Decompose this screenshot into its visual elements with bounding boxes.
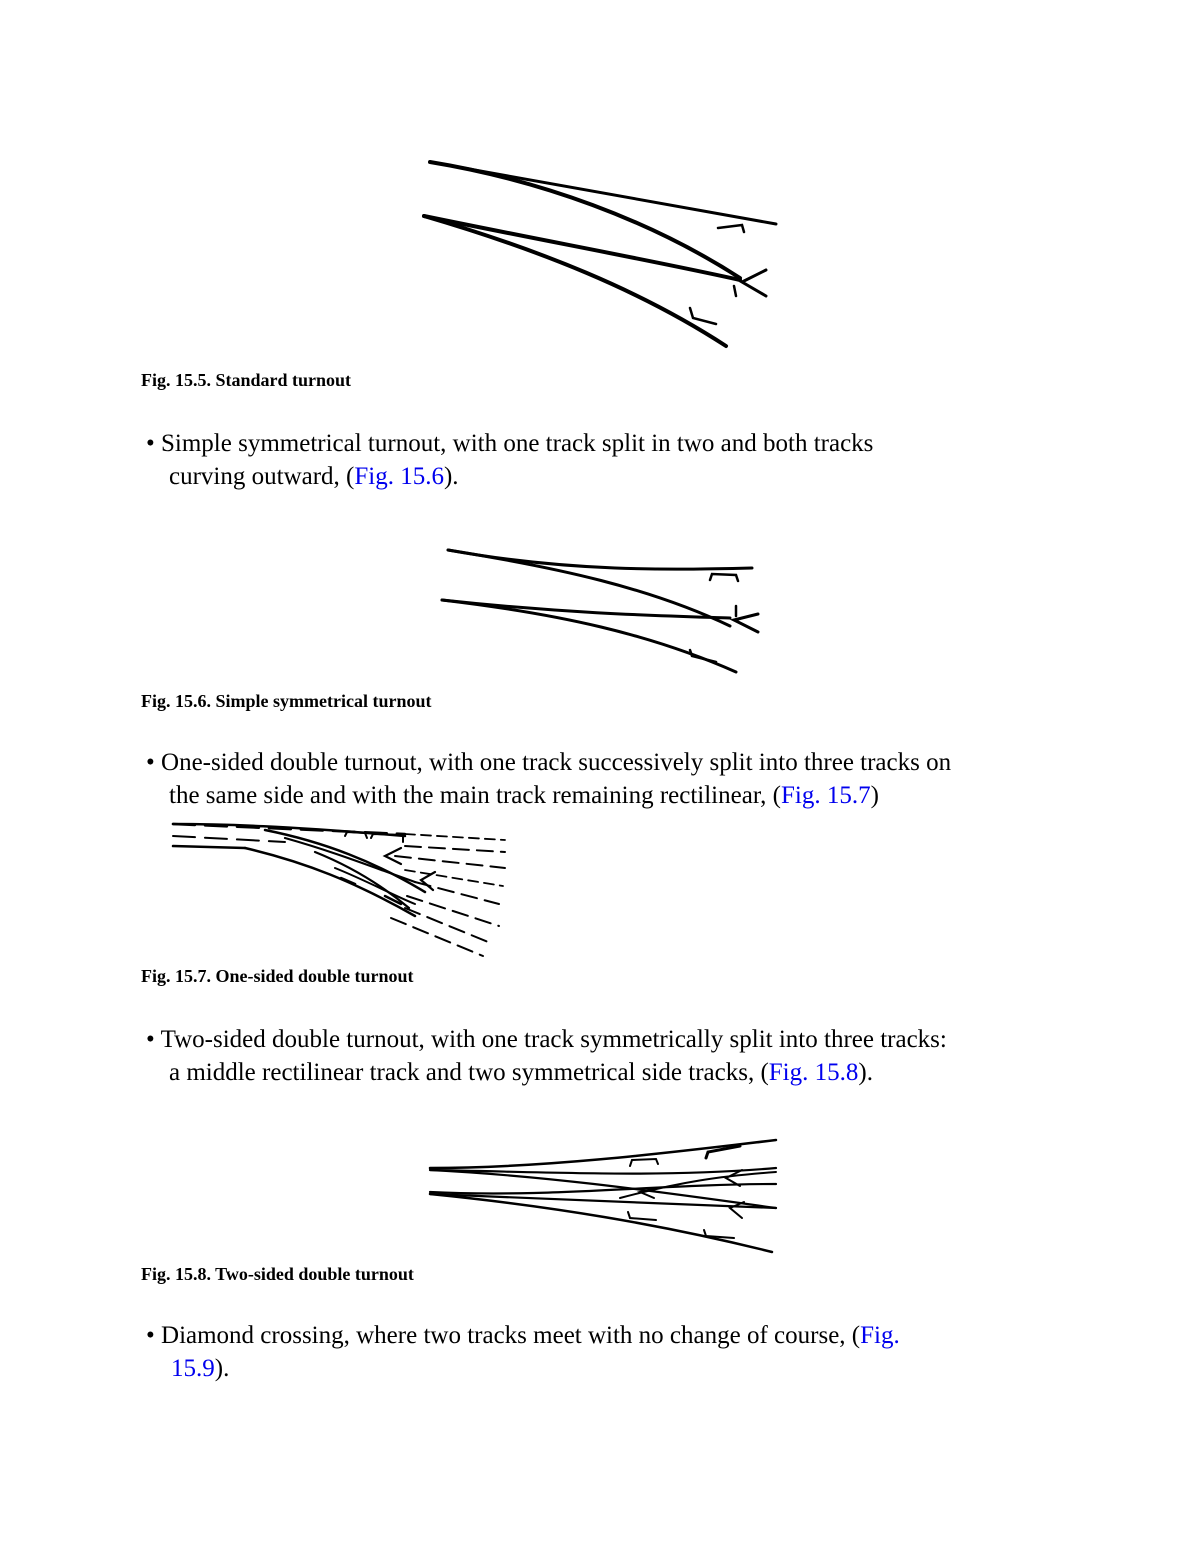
bullet-suffix: ): [870, 782, 879, 809]
check-rail-lower: [690, 308, 716, 324]
bullet-text-line2: curving outward, (: [169, 463, 355, 490]
bullet-two-sided-double-turnout: [146, 1023, 947, 1089]
figure-15-8-drawing: [420, 1128, 790, 1258]
figure-caption-15-5: Fig. 15.5. Standard turnout: [141, 370, 352, 390]
bullet-diamond-crossing: [146, 1319, 900, 1385]
frog-lower: [730, 1202, 744, 1218]
link-fig-15-9-part1[interactable]: Fig.: [860, 1322, 900, 1349]
frog: [734, 614, 758, 632]
figure-15-7-drawing: [165, 812, 515, 962]
dash-branch-3: [395, 856, 505, 868]
frog: [742, 270, 766, 296]
dash-branch-2: [405, 846, 505, 852]
link-fig-15-7[interactable]: Fig. 15.7: [780, 782, 871, 809]
main-rail-lower: [173, 846, 245, 848]
rail-middle-1: [430, 1170, 776, 1208]
figure-caption-15-7: Fig. 15.7. One-sided double turnout: [141, 966, 414, 986]
bullet-marker: •: [146, 1026, 155, 1053]
figure-caption-15-8: Fig. 15.8. Two-sided double turnout: [141, 1264, 414, 1284]
link-fig-15-9-part2[interactable]: 15.9: [171, 1355, 215, 1382]
main-rail-lower-dash: [173, 836, 285, 842]
bullet-text-line2: a middle rectilinear track and two symmetrical side tracks, (: [169, 1059, 769, 1086]
figure-caption-15-6: Fig. 15.6. Simple symmetrical turnout: [141, 691, 432, 711]
bullet-marker: •: [146, 1322, 155, 1349]
dash-branch-7: [405, 908, 493, 944]
check-rail-2: [371, 834, 403, 842]
check-rail-upper: [718, 225, 744, 232]
frog-2: [421, 872, 435, 890]
bullet-suffix: ).: [443, 463, 459, 490]
rail-lower-outer: [430, 1194, 772, 1252]
check-rail-bottom-right: [704, 1230, 734, 1238]
bullet-one-sided-double-turnout: [146, 746, 951, 812]
track-diverging-rail-lower: [424, 216, 726, 346]
bullet-marker: •: [146, 430, 155, 457]
bullet-simple-symmetrical-turnout: [146, 427, 873, 493]
bullet-text-line1: Diamond crossing, where two tracks meet with no change of course, (: [161, 1322, 861, 1349]
track-diverging-rail-upper: [430, 162, 740, 278]
figure-15-5-drawing: [410, 150, 790, 360]
diverge-rail-5: [335, 868, 415, 904]
dash-branch-8: [391, 918, 483, 956]
check-rail-bottom-left: [628, 1212, 656, 1220]
link-fig-15-8[interactable]: Fig. 15.8: [768, 1059, 859, 1086]
link-fig-15-6[interactable]: Fig. 15.6: [354, 463, 444, 490]
check-rail-1: [345, 832, 367, 838]
check-rail-lower: [690, 650, 716, 662]
rail-upper-outer: [430, 1140, 776, 1168]
bullet-suffix: ).: [858, 1059, 873, 1086]
dash-branch-1: [405, 834, 505, 840]
bullet-text-line1: Two-sided double turnout, with one track symmetrically split into three tracks:: [160, 1026, 947, 1053]
check-rail-upper: [710, 574, 738, 581]
figure-15-6-drawing: [430, 538, 770, 683]
bullet-marker: •: [146, 749, 155, 776]
check-rail-top-left: [630, 1159, 658, 1166]
track-rail-upper-straight: [448, 550, 752, 569]
frog-wing: [734, 286, 736, 296]
bullet-text-line1: Simple symmetrical turnout, with one track split in two and both tracks: [161, 430, 874, 457]
bullet-text-line1: One-sided double turnout, with one track successively split into three tracks on: [161, 749, 952, 776]
bullet-suffix: ).: [214, 1355, 230, 1382]
track-rail-upper-diverge: [448, 550, 730, 626]
bullet-text-line2: the same side and with the main track remaining rectilinear, (: [169, 782, 781, 809]
